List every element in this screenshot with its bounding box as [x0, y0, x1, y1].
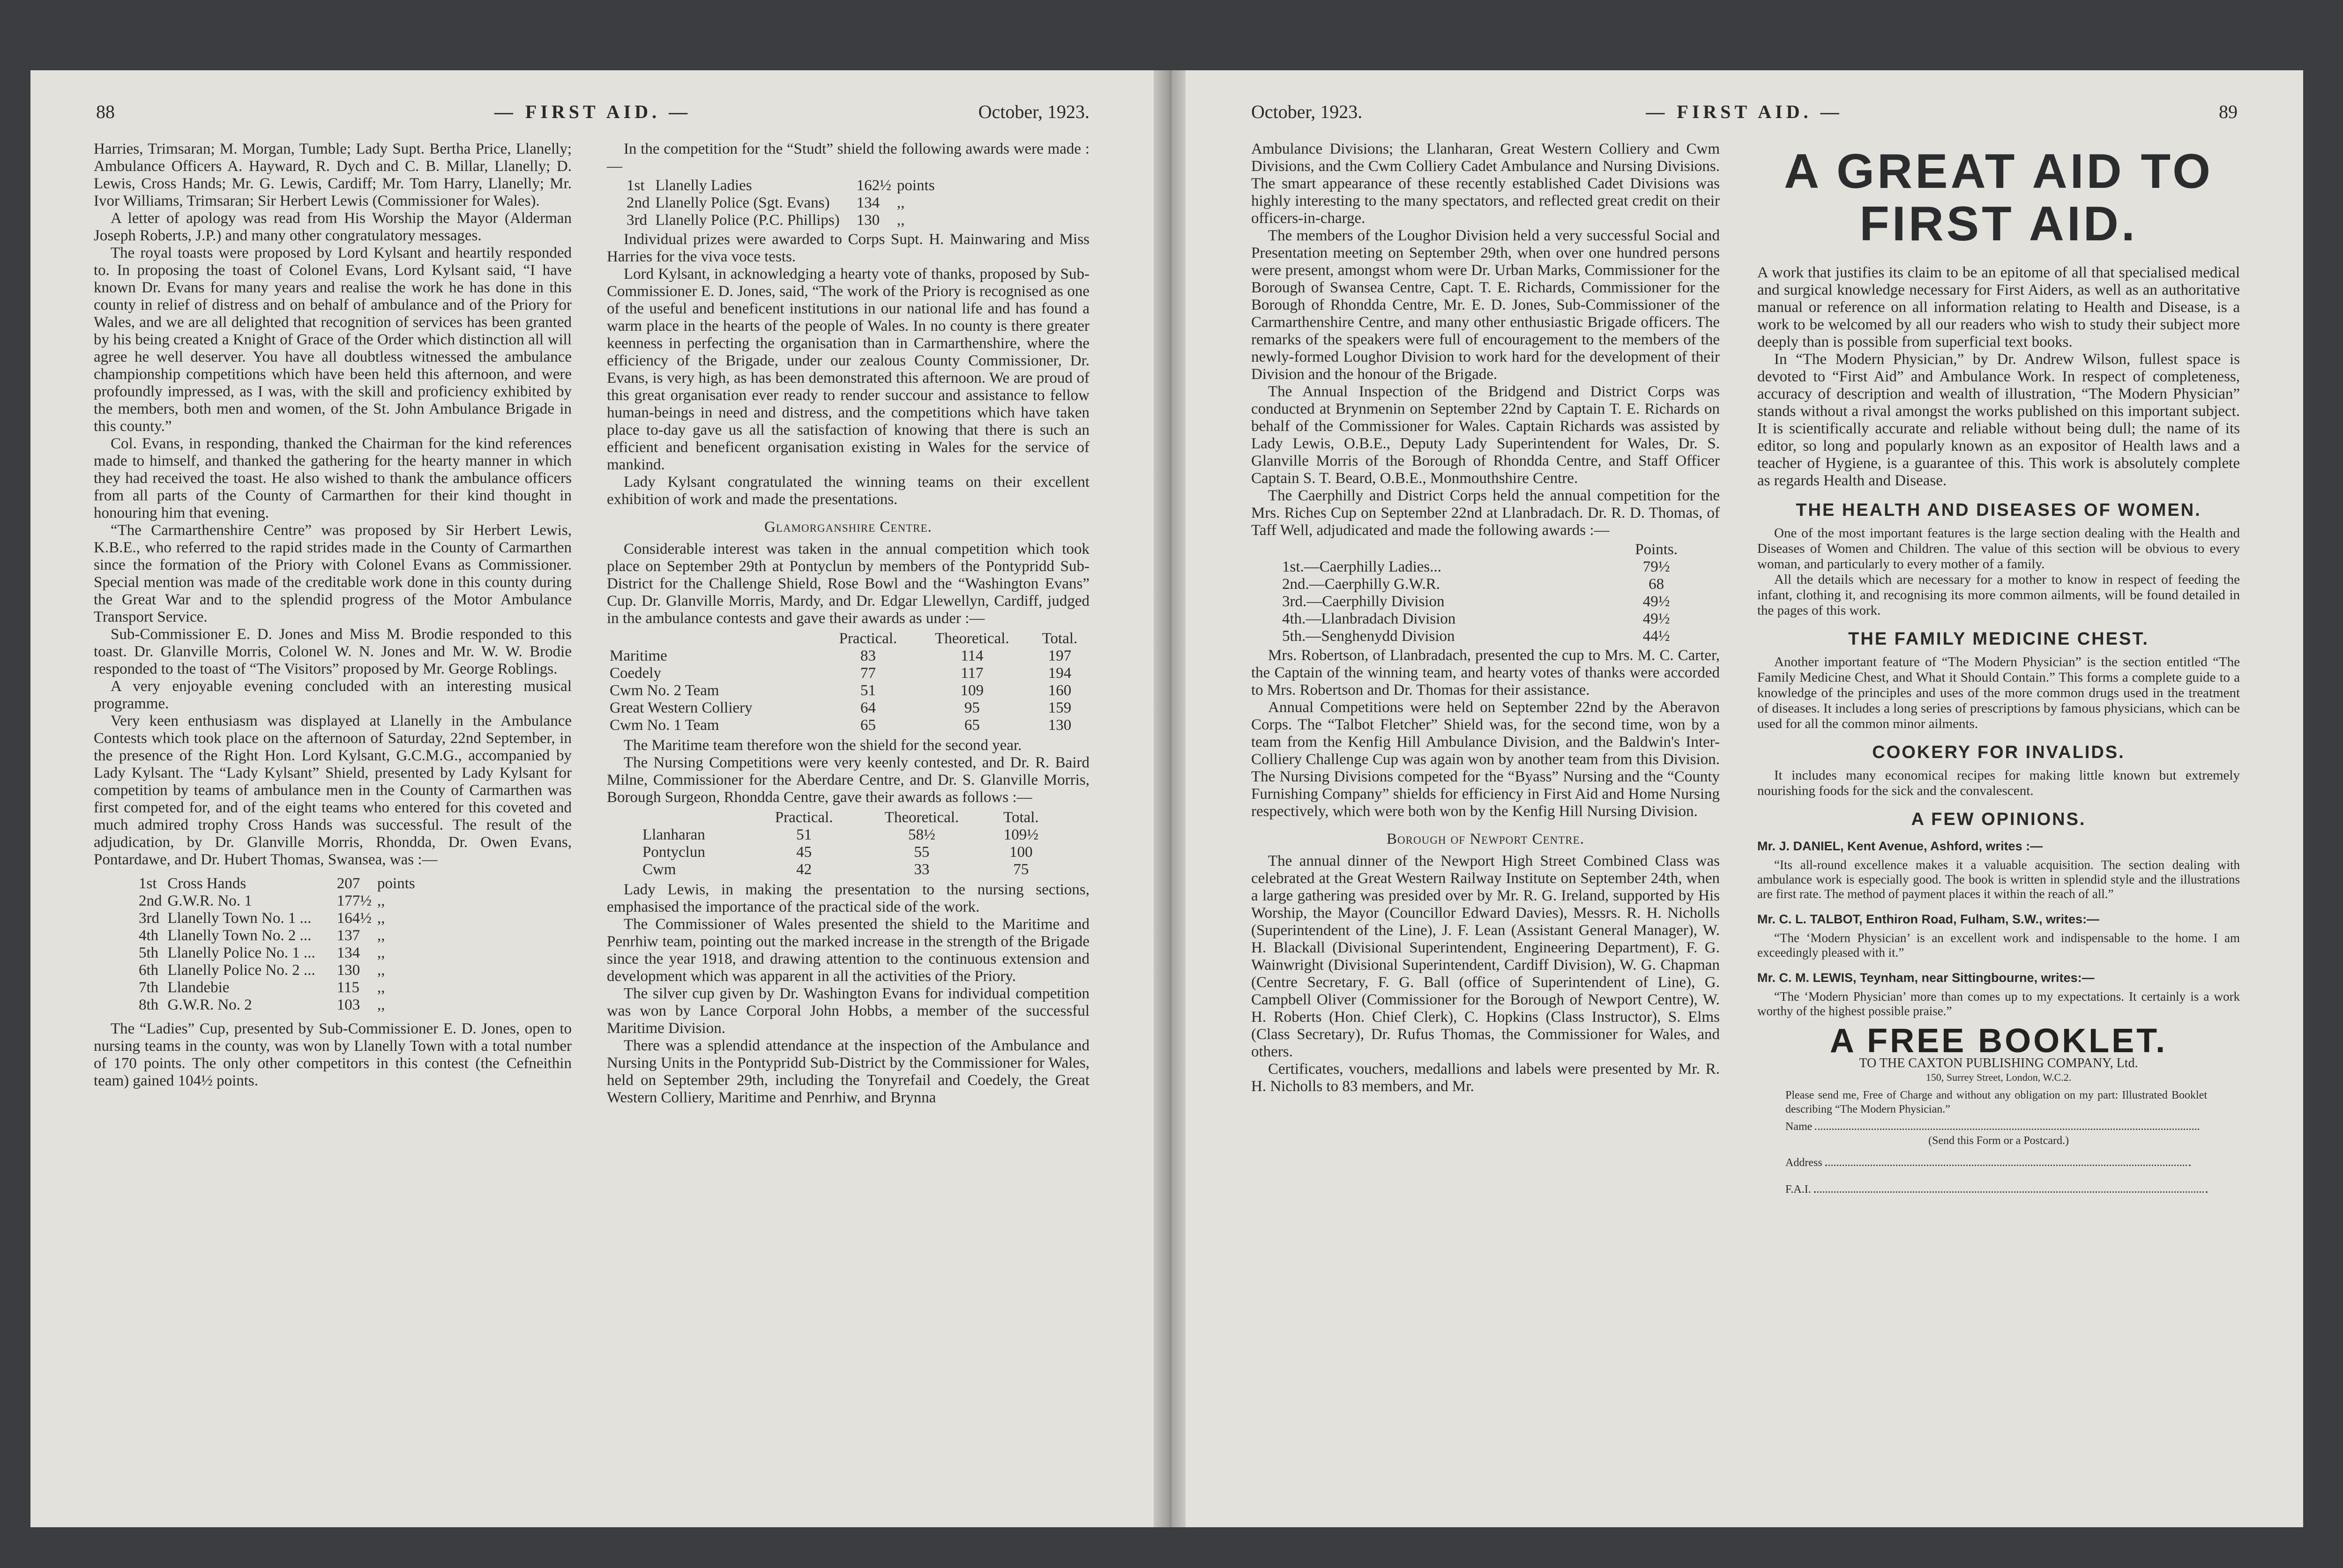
paragraph: Lady Kylsant congratulated the winning teams on their excellent exhibition of work and made the presentations. [607, 474, 1089, 508]
cell: 33 [914, 861, 930, 878]
ad-subheading: THE FAMILY MEDICINE CHEST. [1848, 629, 2149, 649]
cell: 207 [336, 875, 360, 892]
right-column-1 [1251, 141, 1720, 1095]
issue-date: October, 1923. [978, 101, 1089, 122]
ad-subheading: COOKERY FOR INVALIDS. [1872, 743, 2125, 762]
cell: 7th [139, 979, 159, 996]
form-note: (Send this Form or a Postcard.) [1928, 1135, 2069, 1147]
cell: Llanelly Police (P.C. Phillips) [655, 212, 840, 229]
table-row [607, 699, 1089, 717]
page-number: 89 [2219, 101, 2238, 122]
cell: 109 [960, 682, 984, 699]
cell: 194 [1048, 665, 1072, 682]
cell: ,, [897, 212, 905, 229]
cell: 8th [139, 996, 159, 1013]
cell: Llanelly Police No. 2 ... [167, 962, 315, 979]
fa-label: F.A.I. [1785, 1183, 1811, 1196]
column-header: Points. [1635, 541, 1678, 558]
table-row [607, 717, 1089, 734]
testimonial: “The ‘Modern Physician’ more than comes up to my expectations. It certainly is a work worthy of the highest possible praise.” [1757, 989, 2240, 1018]
paragraph: Mrs. Robertson, of Llanbradach, presented the cup to Mrs. M. C. Carter, the Captain of the winning team, and hearty votes of thanks were accorded to Mrs. Robertson and Dr. Thomas for their assistance. [1251, 647, 1720, 699]
cell: ,, [377, 996, 385, 1013]
right-page [1186, 70, 2303, 1527]
paragraph: The silver cup given by Dr. Washington Evans for individual competition was won by Lance Corporal John Hobbs, a member of the successful Maritime Division. [607, 985, 1089, 1037]
ad-section [1757, 526, 2240, 618]
paragraph: Lord Kylsant, in acknowledging a hearty vote of thanks, proposed by Sub-Commissioner E. D. Jones, said, “The work of the Priory is recognised as one of the useful and beneficent institutions in our national life and has found a warm place in the hearts of the people of Wales. In no county is there greater keenness in perfecting the organisation than in Carmarthenshire, where the efficiency of the Brigade, under our zealous County Commissioner, Dr. Evans, is very high, as has been demonstrated this afternoon. We are proud of this great organisation ever ready to render succour and assistance to fellow human-beings in need and distress, and the competitions which have taken place to-day gave us all the satisfaction of knowing that there is such an efficient and beneficent organisation existing in Wales for the service of mankind. [607, 266, 1089, 473]
paragraph: In “The Modern Physician,” by Dr. Andrew Wilson, fullest space is devoted to “First Aid” and Ambulance Work. In respect of completeness, accuracy of description and wealth of illustration, “The Modern Physician” stands without a rival amongst the works published on this important subject. It is scientifically accurate and reliable without being dull; the name of its editor, so long and popularly known as an expositor of Health laws and a teacher of Hygiene, is a guarantee of this. This work is absolutely complete as regards Health and Disease. [1757, 351, 2240, 489]
paragraph: A very enjoyable evening concluded with an interesting musical programme. [94, 678, 572, 712]
page-number: 88 [96, 101, 115, 122]
cell: 1st.—Caerphilly Ladies... [1282, 558, 1442, 575]
table-row [136, 910, 418, 927]
cell: 103 [336, 996, 360, 1013]
cell: Great Western Colliery [610, 699, 753, 716]
paragraph: Sub-Commissioner E. D. Jones and Miss M. Brodie responded to this toast. Dr. Glanville Morris, Colonel W. N. Jones and Mr. W. W. Brodie responded to the toast of “The Visitors” proposed by Mr. George Roblings. [94, 626, 572, 677]
cell: 45 [796, 844, 812, 861]
cell: 177½ [336, 892, 372, 909]
cell: 65 [860, 717, 876, 734]
ad-subheading: THE HEALTH AND DISEASES OF WOMEN. [1796, 500, 2201, 520]
table-header-row [1279, 541, 1701, 558]
name-label: Name [1785, 1121, 1813, 1133]
cell: 58½ [908, 826, 935, 843]
paragraph: A work that justifies its claim to be an epitome of all that specialised medical and surgical knowledge necessary for First Aiders, as well as an authoritative manual or reference on all information relating to Health and Disease, is a work to be welcomed by all our readers who wish to study their subject more deeply than is possible from superficial text books. [1757, 264, 2240, 350]
cell: Llandebie [167, 979, 230, 996]
table-row [640, 826, 1055, 844]
cell: 64 [860, 699, 876, 716]
ad-section [1757, 654, 2240, 732]
paragraph: Very keen enthusiasm was displayed at Llanelly in the Ambulance Contests which took place on the afternoon of Saturday, 22nd September, in the presence of the Right Hon. Lord Kylsant, G.C.M.G., accompanied by Lady Kylsant. The “Lady Kylsant” Shield, presented by Lady Kylsant for competition by teams of ambulance men in the County of Carmarthen was first competed for, and of the eight teams who entered for this coveted and much admired trophy Cross Hands was successful. The result of the adjudication, by Dr. Glanville Morris, Rhondda, Dr. Owen Evans, Pontardawe, and Dr. Hubert Thomas, Swansea, was :— [94, 713, 572, 868]
publisher-line: TO THE CAXTON PUBLISHING COMPANY, Ltd. [1859, 1056, 2138, 1070]
cell: 164½ [336, 910, 372, 927]
cell: ,, [377, 927, 385, 944]
cell: 5th [139, 944, 159, 961]
cell: 4th [139, 927, 159, 944]
ad-title: A GREAT AID TO FIRST AID. [1784, 144, 2213, 251]
column-header: Practical. [775, 809, 833, 826]
issue-date: October, 1923. [1251, 101, 1363, 122]
table-row [624, 212, 938, 229]
paragraph: Annual Competitions were held on September 22nd by the Aberavon Corps. The “Talbot Fletcher” Shield was, for the second time, won by a team from the Kenfig Hill Ambulance Division, and the Baldwin's Inter-Colliery Challenge Cup was again won by another team from this Division. The Nursing Divisions competed for the “Byass” Nursing and the “County Furnishing Company” shields for efficiency in First Aid and Home Nursing respectively, which were both won by the Kenfig Hill Nursing Division. [1251, 699, 1720, 820]
paragraph: It includes many economical recipes for making little known but extremely nourishing foods for the sick and the convalescent. [1757, 768, 2240, 798]
table-row [624, 177, 938, 194]
table-row [136, 927, 418, 944]
table-row [1279, 558, 1701, 576]
table-row [136, 979, 418, 996]
column-header: Theoretical. [935, 630, 1009, 647]
table-header-row [640, 809, 1055, 826]
request-text: Please send me, Free of Charge and without any obligation on my part: Illustrated Booklet describing “The Modern Physician.” [1785, 1089, 2207, 1115]
testimonial-author: Mr. J. DANIEL, Kent Avenue, Ashford, writes :— [1757, 839, 2043, 853]
cell: 4th.—Llanbradach Division [1282, 610, 1456, 627]
cell: 55 [914, 844, 930, 861]
paragraph: The Commissioner of Wales presented the shield to the Maritime and Penrhiw team, pointing out the marked increase in the strength of the Brigade since the year 1918, and drawing attention to the continuous extension and development which was apparent in all the activities of the Priory. [607, 916, 1089, 985]
testimonial: “The ‘Modern Physician’ is an excellent work and indispensable to the home. I am exceedingly pleased with it.” [1757, 931, 2240, 959]
cell: points [897, 177, 935, 194]
cell: 1st [139, 875, 157, 892]
book-gutter [1154, 70, 1187, 1527]
name-blank[interactable] [1815, 1118, 2199, 1130]
cell: Cwm No. 1 Team [610, 717, 719, 734]
paragraph: The Annual Inspection of the Bridgend and District Corps was conducted at Brynmenin on September 22nd by Captain T. E. Richards on behalf of the Commissioner for Wales. Captain Richards was assisted by Lady Lewis, O.B.E., Deputy Lady Superintendent for Wales, Dr. S. Glanville Morris of the Borough of Rhondda Centre, and Staff Officer Captain S. T. Beard, O.B.E., Monmouthshire Centre. [1251, 383, 1720, 487]
running-title: — FIRST AID. — [1646, 101, 1843, 122]
cell: Llanelly Police (Sgt. Evans) [655, 194, 830, 211]
cell: 51 [860, 682, 876, 699]
paragraph: Harries, Trimsaran; M. Morgan, Tumble; Lady Supt. Bertha Price, Llanelly; Ambulance Officers A. Hayward, R. Dych and C. B. Millar, Llanelly; D. Lewis, Cross Hands; Mr. G. Lewis, Cardiff; Mr. Tom Harry, Llanelly; Mr. Ivor Williams, Trimsaran; Sir Herbert Lewis (Commissioner for Wales). [94, 141, 572, 209]
cell: Cwm No. 2 Team [610, 682, 719, 699]
cell: 100 [1009, 844, 1033, 861]
left-column-2 [607, 141, 1089, 1107]
paragraph: Lady Lewis, in making the presentation to the nursing sections, emphasised the importance of the practical side of the work. [607, 881, 1089, 915]
cell: 44½ [1642, 628, 1670, 645]
section-heading: Glamorganshire Centre. [764, 519, 932, 535]
table-row [136, 875, 418, 892]
caerphilly-results-table [1279, 541, 1701, 645]
cell: Llanelly Police No. 1 ... [167, 944, 315, 961]
cell: G.W.R. No. 1 [167, 892, 252, 909]
left-column-1 [94, 141, 572, 1090]
cell: 51 [796, 826, 812, 843]
cell: 115 [336, 979, 360, 996]
cell: 2nd [139, 892, 162, 909]
cell: 2nd [627, 194, 650, 211]
cell: Llanharan [642, 826, 705, 843]
cell: 1st [627, 177, 645, 194]
paragraph: A letter of apology was read from His Worship the Mayor (Alderman Joseph Roberts, J.P.) and many other congratulatory messages. [94, 210, 572, 244]
name-field[interactable] [1785, 1118, 2240, 1134]
paragraph: “The Carmarthenshire Centre” was proposed by Sir Herbert Lewis, K.B.E., who referred to the rapid strides made in the County of Carmarthen since the formation of the Priory with Colonel Evans as Commissioner. Special mention was made of the creditable work done in this county during the Great War and to the splendid progress of the Motor Ambulance Transport Service. [94, 522, 572, 625]
paragraph: Ambulance Divisions; the Llanharan, Great Western Colliery and Cwm Divisions, and the Cwm Colliery Cadet Ambulance and Nursing Divisions. The smart appearance of these recently established Cadet Divisions was highly interesting to the many spectators, and reflected great credit on their officers-in-charge. [1251, 141, 1720, 227]
cell: 77 [860, 665, 876, 682]
advertisement [1757, 141, 2240, 1196]
table-row [1279, 593, 1701, 610]
left-page [30, 70, 1155, 1527]
cell: 3rd [139, 910, 159, 927]
cell: G.W.R. No. 2 [167, 996, 252, 1013]
column-header: Practical. [839, 630, 897, 647]
paragraph: The “Ladies” Cup, presented by Sub-Commissioner E. D. Jones, open to nursing teams in the county, was won by Llanelly Town with a total number of 170 points. The only other competitors in this contest (the Cefneithin team) gained 104½ points. [94, 1020, 572, 1089]
nursing-results-table [640, 809, 1055, 878]
paragraph: Individual prizes were awarded to Corps Supt. H. Mainwaring and Miss Harries for the viva voce tests. [607, 231, 1089, 265]
cell: 3rd [627, 212, 647, 229]
ad-subheading: A FEW OPINIONS. [1911, 810, 2086, 829]
section-heading: Borough of Newport Centre. [1387, 831, 1584, 847]
cell: 137 [336, 927, 360, 944]
cell: 162½ [856, 177, 891, 194]
cell: ,, [377, 892, 385, 909]
cell: 2nd.—Caerphilly G.W.R. [1282, 576, 1440, 593]
cell: ,, [377, 979, 385, 996]
cell: 130 [336, 962, 360, 979]
cell: Llanelly Ladies [655, 177, 752, 194]
paragraph: There was a splendid attendance at the inspection of the Ambulance and Nursing Units in the Pontypridd Sub-District by the Commissioner for Wales, held on September 29th, including the Tonyrefail and Coedely, the Great Western Colliery, Maritime and Penrhiw, and Brynna [607, 1037, 1089, 1106]
testimonial: “Its all-round excellence makes it a valuable acquisition. The section dealing with ambulance work is especially good. The book is written in splendid style and the illustrations are first rate. The method of payment places it within the reach of all.” [1757, 858, 2240, 901]
paragraph: Certificates, vouchers, medallions and labels were presented by Mr. R. H. Nicholls to 83 members, and Mr. [1251, 1061, 1720, 1095]
cell: 79½ [1642, 558, 1670, 575]
column-header: Theoretical. [884, 809, 959, 826]
cell: 160 [1048, 682, 1072, 699]
cell: Llanelly Town No. 2 ... [167, 927, 312, 944]
table-row [1279, 628, 1701, 645]
cell: 5th.—Senghenydd Division [1282, 628, 1455, 645]
ad-section [1757, 768, 2240, 799]
cell: ,, [897, 194, 905, 211]
table-row [136, 892, 418, 910]
cell: 130 [1048, 717, 1072, 734]
column-header: Total. [1042, 630, 1078, 647]
cell: 109½ [1003, 826, 1039, 843]
fa-field[interactable] [1785, 1181, 2240, 1196]
studt-results-table [624, 177, 938, 229]
table-header-row [607, 630, 1089, 647]
fa-blank[interactable] [1814, 1181, 2208, 1193]
table-row [607, 682, 1089, 699]
cell: 117 [961, 665, 984, 682]
cell: 95 [964, 699, 980, 716]
cell: points [377, 875, 415, 892]
table-row [136, 996, 418, 1014]
cell: Llanelly Town No. 1 ... [167, 910, 312, 927]
cell: 159 [1048, 699, 1072, 716]
cell: ,, [377, 910, 385, 927]
cell: 114 [961, 647, 984, 664]
running-title: — FIRST AID. — [494, 101, 692, 122]
left-page-header [96, 101, 1089, 129]
address-label: Address [1785, 1157, 1822, 1169]
publisher-address: 150, Surrey Street, London, W.C.2. [1925, 1071, 2072, 1083]
cell: ,, [377, 944, 385, 961]
table-row [640, 844, 1055, 861]
cell: 134 [336, 944, 360, 961]
cell: 134 [856, 194, 880, 211]
cell: 65 [964, 717, 980, 734]
table-row [136, 962, 418, 979]
cell: 75 [1013, 861, 1029, 878]
maritime-results-table [607, 630, 1089, 734]
table-row [1279, 576, 1701, 593]
paragraph: The Maritime team therefore won the shield for the second year. [624, 737, 1022, 754]
cell: 83 [860, 647, 876, 664]
cell: Cross Hands [167, 875, 246, 892]
table-row [1279, 610, 1701, 628]
paragraph: Considerable interest was taken in the annual competition which took place on September 29th at Pontyclun by members of the Pontypridd Sub-District for the Challenge Shield, Rose Bowl and the “Washington Evans” Cup. Dr. Glanville Morris, Mardy, and Dr. Edgar Llewellyn, Cardiff, judged in the ambulance contests and gave their awards as under :— [607, 541, 1089, 627]
cell: 42 [796, 861, 812, 878]
cell: 3rd.—Caerphilly Division [1282, 593, 1445, 610]
paragraph: Another important feature of “The Modern Physician” is the section entitled “The Family Medicine Chest, and What it Should Contain.” This forms a complete guide to a knowledge of the principles and uses of the more common drugs used in the treatment of diseases. It includes a long series of prescriptions by famous physicians, which can be used for all the common minor ailments. [1757, 654, 2240, 731]
paragraph: One of the most important features is the large section dealing with the Health and Diseases of Women and Children. The value of this section will be obvious to every woman, and particularly to every mother of a family. [1757, 526, 2240, 572]
cell: 130 [856, 212, 880, 229]
cell: Coedely [610, 665, 661, 682]
cell: 49½ [1642, 593, 1670, 610]
right-page-header [1251, 101, 2238, 129]
cell: 6th [139, 962, 159, 979]
testimonial-author: Mr. C. M. LEWIS, Teynham, near Sittingbourne, writes:— [1757, 971, 2095, 985]
cell: Cwm [642, 861, 676, 878]
address-blank[interactable] [1825, 1154, 2191, 1166]
table-row [607, 665, 1089, 682]
cell: 49½ [1642, 610, 1670, 627]
paragraph: Col. Evans, in responding, thanked the Chairman for the kind references made to himself, and thanked the gathering for the hearty manner in which they had received the toast. He also wished to thank the ambulance officers from all parts of the County of Carmarthen for their kind thought in honouring him that evening. [94, 435, 572, 521]
paragraph: The Caerphilly and District Corps held the annual competition for the Mrs. Riches Cup on September 22nd at Llanbradach. Dr. R. D. Thomas, of Taff Well, adjudicated and made the following awards :— [1251, 487, 1720, 539]
address-field[interactable] [1785, 1154, 2240, 1170]
testimonial-author: Mr. C. L. TALBOT, Enthiron Road, Fulham, S.W., writes:— [1757, 912, 2100, 926]
free-booklet-heading: A FREE BOOKLET. [1829, 1022, 2168, 1060]
column-header: Total. [1003, 809, 1039, 826]
table-row [607, 647, 1089, 665]
order-form [1757, 1056, 2240, 1196]
cell: Maritime [610, 647, 667, 664]
cell: ,, [377, 962, 385, 979]
paragraph: The annual dinner of the Newport High Street Combined Class was celebrated at the Great Western Railway Institute on September 24th, when a large gathering was presided over by Mr. R. G. Ireland, supported by His Worship, the Mayor (Councillor Edward Davies), Messrs. R. H. Nicholls (Superintendent of the Line), J. F. Lean (Assistant General Manager), W. H. Blackall (Divisional Superintendent, Engineering Department), F. G. Wainwright (Divisional Superintendent, Cardiff Division), W. G. Chapman (Centre Secretary, F. G. Ball (office of Superintendent of Line), G. Campbell Oliver (Commissioner for the Borough of Newport Centre), W. H. Roberts (Hon. Chief Clerk), C. Hopkins (Class Instructor), S. Elms (Class Secretary), Dr. Rufus Thomas, the Commissioner for Wales, and others. [1251, 853, 1720, 1060]
paragraph: The Nursing Competitions were very keenly contested, and Dr. R. Baird Milne, Commissioner for the Aberdare Centre, and Dr. S. Glanville Morris, Borough Surgeon, Rhondda Centre, gave their awards as follows :— [607, 754, 1089, 806]
cell: 197 [1048, 647, 1072, 664]
paragraph: In the competition for the “Studt” shield the following awards were made :— [607, 141, 1089, 175]
table-row [624, 194, 938, 212]
cell: Pontyclun [642, 844, 705, 861]
kylsant-results-table [136, 875, 418, 1014]
table-row [136, 944, 418, 962]
paragraph: The royal toasts were proposed by Lord Kylsant and heartily responded to. In proposing the toast of Colonel Evans, Lord Kylsant said, “I have known Dr. Evans for many years and realise the work he has done in this county in relief of distress and on behalf of ambulance and of the Priory for Wales, and we are all delighted that recognition of services has been granted by his being created a Knight of Grace of the Order which distinction all will agree he well deserver. You have all doubtless witnessed the ambulance championship competitions which have been held this afternoon, and were profoundly impressed, as I was, with the skill and proficiency exhibited by the members, both men and women, of the St. John Ambulance Brigade in this county.” [94, 245, 572, 435]
paragraph: The members of the Loughor Division held a very successful Social and Presentation meeting on September 29th, when over one hundred persons were present, amongst whom were Dr. Urban Marks, Commissioner for the Borough of Swansea Centre, Capt. T. E. Richards, Commissioner for the Borough of Rhondda Centre, Mr. E. D. Jones, Sub-Commissioner of the Carmarthenshire Centre, and many other enthusiastic Brigade officers. The remarks of the speakers were full of encouragement to the members of the newly-formed Loughor Division to work hard for the development of their Division and the honour of the Brigade. [1251, 227, 1720, 383]
paragraph: All the details which are necessary for a mother to know in respect of feeding the infant, clothing it, and recognising its more common ailments, will be found detailed in the pages of this work. [1757, 572, 2240, 618]
table-row [640, 861, 1055, 878]
cell: 68 [1649, 576, 1664, 593]
